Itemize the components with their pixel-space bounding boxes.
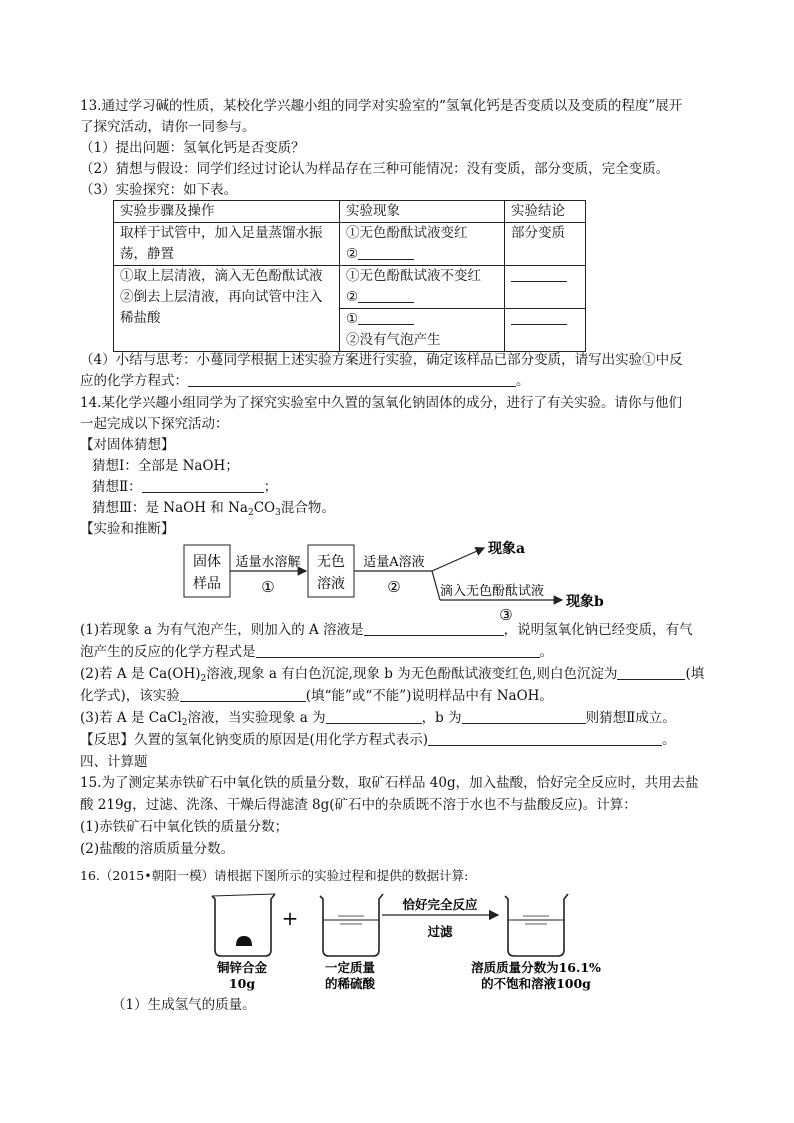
experiment-heading: 【实验和推断】 [80,521,175,537]
guess-1: 猜想Ⅰ：全部是 NaOH； [92,458,239,474]
arrow3-number: ③ [499,606,513,624]
beaker1-mass: 10g [228,976,256,991]
arrow-top-label: 恰好完全反应 [402,897,478,912]
subscript: 3 [275,508,281,518]
prompt-text: (填 [685,666,705,682]
arrow1-number: ① [261,578,275,596]
operation-text: 取样于试管中，加入足量蒸馏水振 [120,225,323,241]
q15-line3: (1)赤铁矿石中氧化铁的质量分数； [80,819,289,835]
arrow2-label: 适量A溶液 [363,555,425,570]
q15-line2: 酸 219g，过滤、洗涤、干燥后得滤渣 8g(矿石中的杂质既不溶于水也不与盐酸反应)。计算： [80,797,637,813]
punctuation: ； [263,479,278,495]
operation-text: 荡，静置 [120,246,174,262]
prompt-text: (1)若现象 a 为有气泡产生，则加入的 A 溶液是 [80,622,364,638]
prompt-text: ，说明氢氧化钠已经变质，有气 [503,622,693,638]
prompt-text: 化学式)，该实验 [80,688,180,704]
prompt-text: ，b 为 [421,710,462,726]
q13-intro-line1: 13.通过学习碱的性质，某校化学兴趣小组的同学对实验室的“氢氧化钙是否变质以及变质的程度”展开 [80,98,683,114]
box2-label: 溶液 [317,576,345,592]
punctuation: 。 [662,732,676,748]
operation-text: ①取上层清液，滴入无色酚酞试液 [120,268,323,284]
section-heading: 四、计算题 [80,754,148,770]
subscript: 2 [200,674,207,684]
guess3-text: 混合物。 [280,500,335,516]
punctuation: 。 [539,644,553,660]
q13-step3: （3）实验探究：如下表。 [80,182,238,198]
observation-text: ② [346,246,359,262]
result-a: 现象a [488,541,526,557]
box2-label: 无色 [317,554,345,570]
prompt-text: 【反思】久置的氢氧化钠变质的原因是(用化学方程式表示) [80,732,429,748]
arrow3-label: 滴入无色酚酞试液 [439,584,545,599]
arrow-bottom-label: 过滤 [427,924,453,939]
q15-line1: 15.为了测定某赤铁矿石中氧化铁的质量分数，取矿石样品 40g，加入盐酸，恰好完全反应时，共用去盐 [80,775,699,791]
beaker3-label: 溶质质量分数为16.1% [471,960,601,975]
punctuation: 。 [516,373,530,389]
subscript: 2 [181,718,188,728]
prompt-text: (填“能”或“不能”)说明样品中有 NaOH。 [305,688,553,704]
table-header: 实验现象 [340,201,505,223]
conclusion-text: 部分变质 [511,225,565,241]
arrow1-label: 适量水溶解 [235,555,301,570]
arrow2-number: ② [387,578,401,596]
box1-label: 样品 [193,576,221,592]
guess-heading: 【对固体猜想】 [80,437,175,453]
observation-text: ①无色酚酞试液不变红 [346,268,481,284]
beaker-3 [505,894,568,956]
prompt-text: 泡产生的反应的化学方程式是 [80,644,256,660]
q14-intro-line1: 14.某化学兴趣小组同学为了探究实验室中久置的氢氧化钠固体的成分，进行了有关实验。请你与他们 [80,395,682,411]
q13-step1: （1）提出问题：氢氧化钙是否变质？ [80,140,305,156]
observation-text: ① [346,311,359,327]
prompt-text: 猜想Ⅱ： [92,479,142,495]
observation-text: ② [346,289,359,305]
prompt-text: (3)若 A 是 CaCl [80,710,182,726]
result-b: 现象b [566,594,604,610]
plus-sign: + [281,906,299,930]
q16-subquestion-1: （1）生成氢气的质量。 [112,997,256,1013]
beaker2-label: 的稀硫酸 [324,976,376,991]
beaker3-label: 的不饱和溶液100g [481,976,591,991]
prompt-text: 溶液，当实验现象 a 为 [187,710,326,726]
box1-label: 固体 [193,554,221,570]
beaker-2 [320,894,383,956]
q14-intro-line2: 一起完成以下探究活动： [80,416,229,432]
operation-text: 稀盐酸 [120,310,161,326]
q15-line4: (2)盐酸的溶质质量分数。 [80,841,235,857]
table-header: 实验步骤及操作 [114,201,340,223]
prompt-text: 应的化学方程式： [80,373,188,389]
operation-text: ②倒去上层清液，再向试管中注入 [120,289,323,305]
q13-step2: （2）猜想与假设：同学们经过讨论认为样品存在三种可能情况：没有变质，部分变质，完全变质。 [80,161,670,177]
guess3-text: CO [253,500,276,516]
beaker2-label: 一定质量 [324,960,376,975]
observation-text: ②没有气泡产生 [346,332,441,348]
beaker1-label: 铜锌合金 [216,960,268,975]
q13-intro-line2: 了探究活动，请你一同参与。 [80,119,256,135]
prompt-text: 溶液,现象 a 有白色沉淀,现象 b 为无色酚酞试液变红色,则白色沉淀为 [206,666,618,682]
prompt-text: 则猜想Ⅱ成立。 [585,710,676,726]
q13-step4-line1: （4）小结与思考：小蔓同学根据上述实验方案进行实验，确定该样品已部分变质，请写出实验①中反 [80,352,683,368]
q16-line1: 16.（2015•朝阳一模）请根据下图所示的实验过程和提供的数据计算: [80,868,469,883]
observation-text: ①无色酚酞试液变红 [346,225,468,241]
beaker-1 [212,894,275,956]
guess3-text: 猜想Ⅲ：是 NaOH 和 Na [92,500,248,516]
alloy-lump-icon [236,936,252,946]
subscript: 2 [247,508,254,518]
table-header: 实验结论 [505,201,586,223]
prompt-text: (2)若 A 是 Ca(OH) [80,666,201,682]
